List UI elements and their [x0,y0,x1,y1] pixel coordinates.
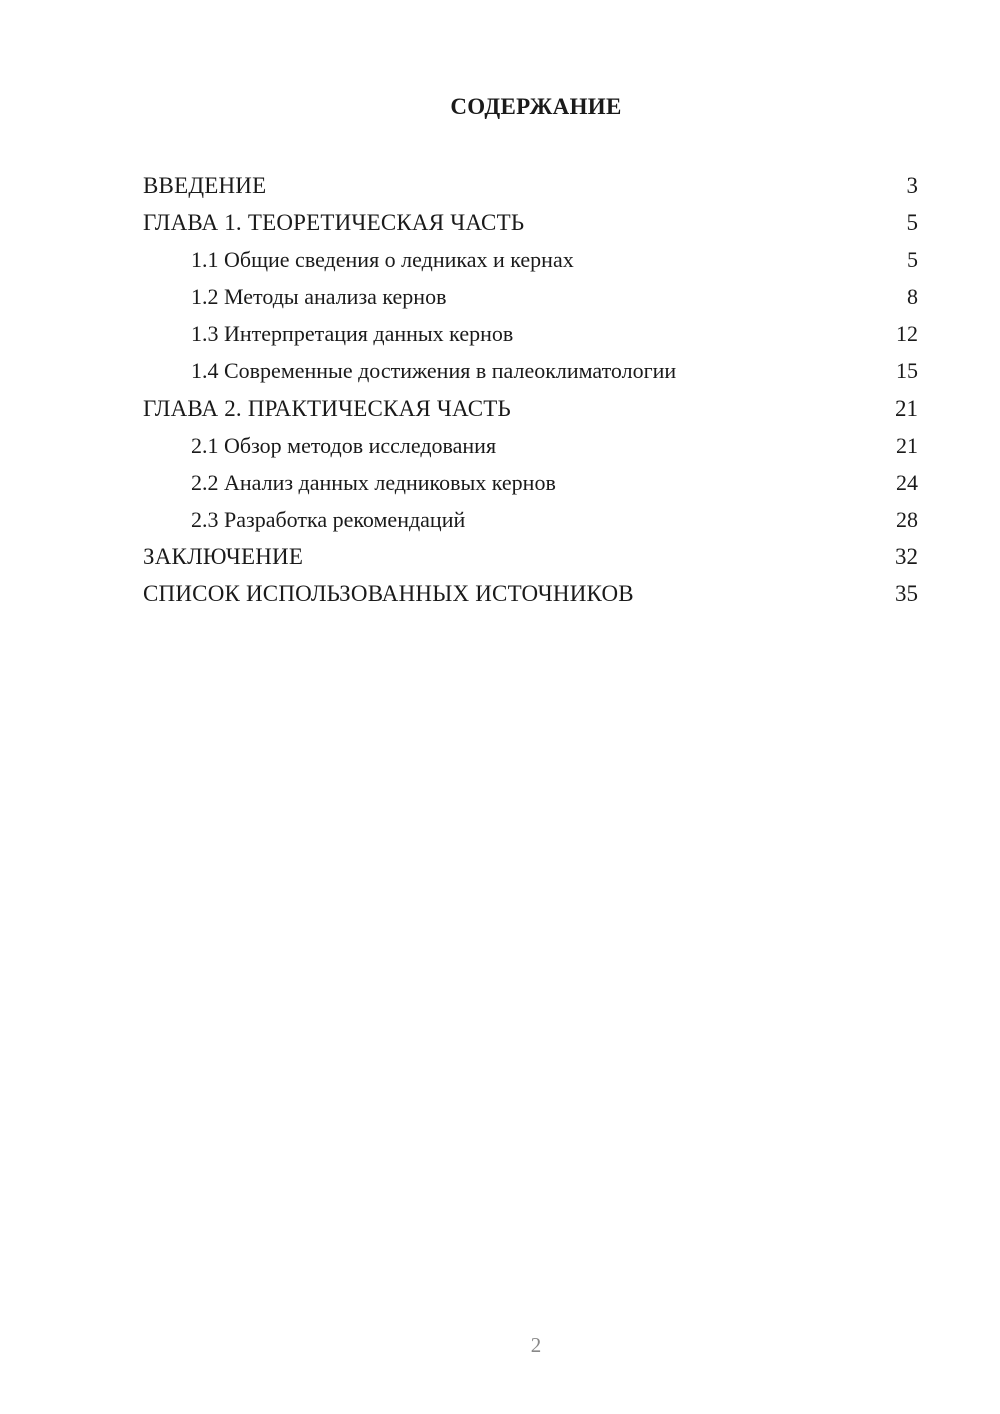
toc-entry-page: 21 [895,395,918,421]
toc-entry-page: 28 [896,506,918,532]
toc-entry-label: СПИСОК ИСПОЛЬЗОВАННЫХ ИСТОЧНИКОВ [143,581,634,607]
toc-entry-label: 1.3 Интерпретация данных кернов [191,321,514,347]
toc-entry-label: ГЛАВА 1. ТЕОРЕТИЧЕСКАЯ ЧАСТЬ [143,210,525,236]
table-of-contents [143,167,918,612]
toc-entry-conclusion[interactable] [143,538,918,575]
toc-entry-label: 2.2 Анализ данных ледниковых кернов [191,469,556,495]
toc-entry-section-2-1[interactable] [143,427,918,464]
toc-entry-page: 32 [895,543,918,569]
toc-entry-label: ЗАКЛЮЧЕНИЕ [143,543,304,569]
toc-entry-introduction[interactable] [143,167,918,204]
page-number: 2 [530,1333,542,1357]
toc-entry-label: ГЛАВА 2. ПРАКТИЧЕСКАЯ ЧАСТЬ [143,395,511,421]
toc-entry-section-1-4[interactable] [143,352,918,389]
toc-title: СОДЕРЖАНИЕ [450,94,622,119]
toc-entry-page: 21 [896,432,918,458]
toc-entry-label: 1.2 Методы анализа кернов [191,284,447,310]
toc-entry-section-2-3[interactable] [143,501,918,538]
toc-entry-section-1-1[interactable] [143,241,918,278]
toc-entry-section-1-2[interactable] [143,278,918,315]
toc-entry-page: 24 [896,469,918,495]
toc-entry-label: ВВЕДЕНИЕ [143,173,267,198]
toc-entry-page: 5 [907,247,918,273]
toc-entry-page: 15 [896,358,918,384]
toc-entry-label: 1.4 Современные достижения в палеоклиматологии [191,358,677,384]
toc-entry-label: 1.1 Общие сведения о ледниках и кернах [191,247,574,273]
toc-entry-references[interactable] [143,575,918,612]
toc-entry-page: 12 [896,321,918,347]
toc-entry-page: 8 [907,284,918,310]
toc-entry-section-2-2[interactable] [143,464,918,501]
toc-entry-page: 5 [906,210,918,236]
toc-entry-section-1-3[interactable] [143,315,918,352]
toc-entry-label: 2.3 Разработка рекомендаций [191,506,466,532]
toc-entry-chapter-1[interactable] [143,204,918,241]
toc-entry-page: 3 [906,173,918,198]
toc-entry-label: 2.1 Обзор методов исследования [191,432,497,458]
toc-entry-chapter-2[interactable] [143,390,918,427]
toc-entry-page: 35 [895,581,918,607]
